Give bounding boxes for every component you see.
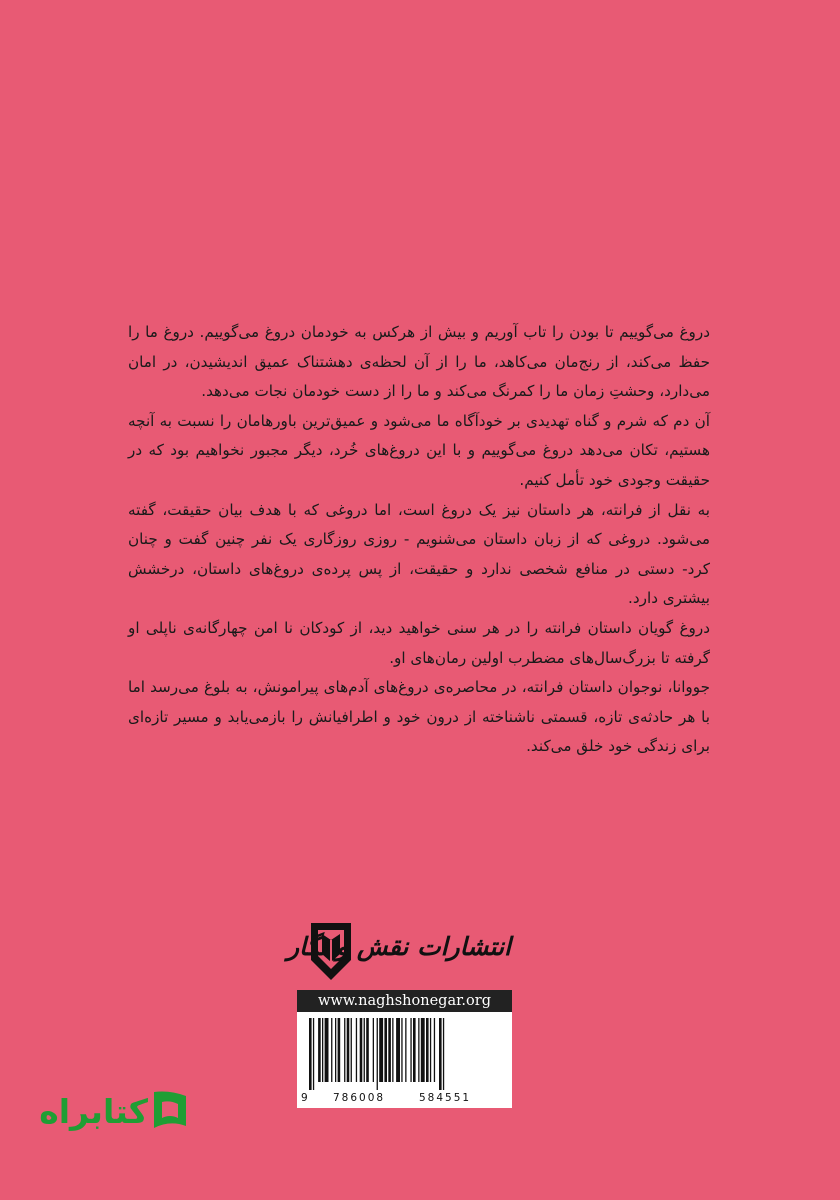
barcode-bar: [338, 1018, 341, 1082]
barcode-bar: [331, 1018, 332, 1082]
barcode-bar: [413, 1018, 416, 1082]
barcode-bar: [377, 1018, 378, 1090]
blurb-paragraph: دروغ گویان داستان فرانته را در هر سنی خواهید دید، از کودکان نا امن چهارگانه‌ی ناپلی او گرفته تا بزرگ‌سال‌های مضطرب اولین رمان‌های او.: [128, 618, 710, 667]
barcode-bar: [396, 1018, 400, 1082]
barcode-bar: [443, 1018, 444, 1090]
blurb-paragraph: به نقل از فرانته، هر داستان نیز یک دروغ است، اما دروغی که با هدف بیان حقیقت، گفته می‌شود. دروغی که از زبان داستان می‌شنویم - روزی روزگاری یک نفر چنین گفت و چنان کرد- دستی در منافع شخصی ندارد و حقیقت، از پس پرده‌ی دروغ‌های داستان، درخشش بیشتری دارد.: [128, 500, 710, 608]
barcode-bar: [366, 1018, 369, 1082]
barcode-bar: [360, 1018, 363, 1082]
publisher-name: انتشارات نقش و نگار: [286, 932, 511, 961]
barcode-bar: [401, 1018, 402, 1082]
barcode-bar: [405, 1018, 406, 1082]
barcode-bar: [373, 1018, 374, 1082]
publisher-url: www.naghshonegar.org: [297, 990, 512, 1012]
barcode-bar: [325, 1018, 329, 1082]
barcode-bar: [392, 1018, 393, 1082]
barcode-bar: [309, 1018, 312, 1090]
site-logo: [38, 1088, 188, 1144]
barcode-bar: [421, 1018, 425, 1082]
barcode-icon: [309, 1018, 499, 1090]
barcode-bar: [344, 1018, 345, 1082]
barcode-bar: [430, 1018, 431, 1082]
barcode-bar: [347, 1018, 350, 1082]
barcode-bar: [318, 1018, 321, 1082]
isbn-barcode: [297, 1012, 512, 1108]
barcode-bar: [384, 1018, 387, 1082]
site-name: کتابراه: [39, 1092, 148, 1131]
barcode-bar: [313, 1018, 314, 1090]
barcode-bar: [439, 1018, 442, 1090]
barcode-bar: [426, 1018, 429, 1082]
barcode-bar: [379, 1018, 383, 1082]
back-cover-blurb: [128, 318, 710, 762]
blurb-paragraph: دروغ می‌گوییم تا بودن را تاب آوریم و بیش از هرکس به خودمان دروغ می‌گوییم. دروغ ما را حفظ می‌کند، از رنج‌مان می‌کاهد، ما را از آن لحظه‌ی دهشتناک عمیق اندیشیدن، در امان می‌دارد، وحشتِ زمان ما را کمرنگ می‌کند و ما را از دست خودمان نجات می‌دهد.: [128, 323, 710, 401]
barcode-bar: [322, 1018, 323, 1082]
blurb-paragraph: آن دم که شرم و گناه تهدیدی بر خودآگاه ما می‌شود و عمیق‌ترین باورهامان را نسبت به آنچه هستیم، تکان می‌دهد دروغ می‌گوییم و با این دروغ‌های خُرد، دیگر مجبور نخواهیم بود که در حقیقت وجودی خود تأمل کنیم.: [128, 411, 710, 489]
barcode-bar: [356, 1018, 357, 1082]
barcode-lead-digit: 9: [301, 1092, 308, 1104]
barcode-bar: [434, 1018, 435, 1082]
blurb-paragraph: جووانا، نوجوان داستان فرانته، در محاصره‌ی دروغ‌های آدم‌های پیرامونش، به بلوغ می‌رسد اما با هر حادثه‌ی تازه، قسمتی ناشناخته از درون خود و اطرافیانش را بازمی‌یابد و مسیر تازه‌ای برای زندگی خود خلق می‌کند.: [128, 678, 710, 756]
barcode-bar: [351, 1018, 352, 1082]
barcode-bar: [418, 1018, 419, 1082]
barcode-group-1: 786008: [333, 1092, 386, 1104]
barcode-bar: [364, 1018, 365, 1082]
publisher-block: [286, 920, 515, 990]
book-leaf-icon: [150, 1088, 190, 1132]
barcode-group-2: 584551: [419, 1092, 472, 1104]
barcode-bar: [335, 1018, 336, 1082]
barcode-bar: [388, 1018, 391, 1082]
barcode-bar: [410, 1018, 411, 1082]
